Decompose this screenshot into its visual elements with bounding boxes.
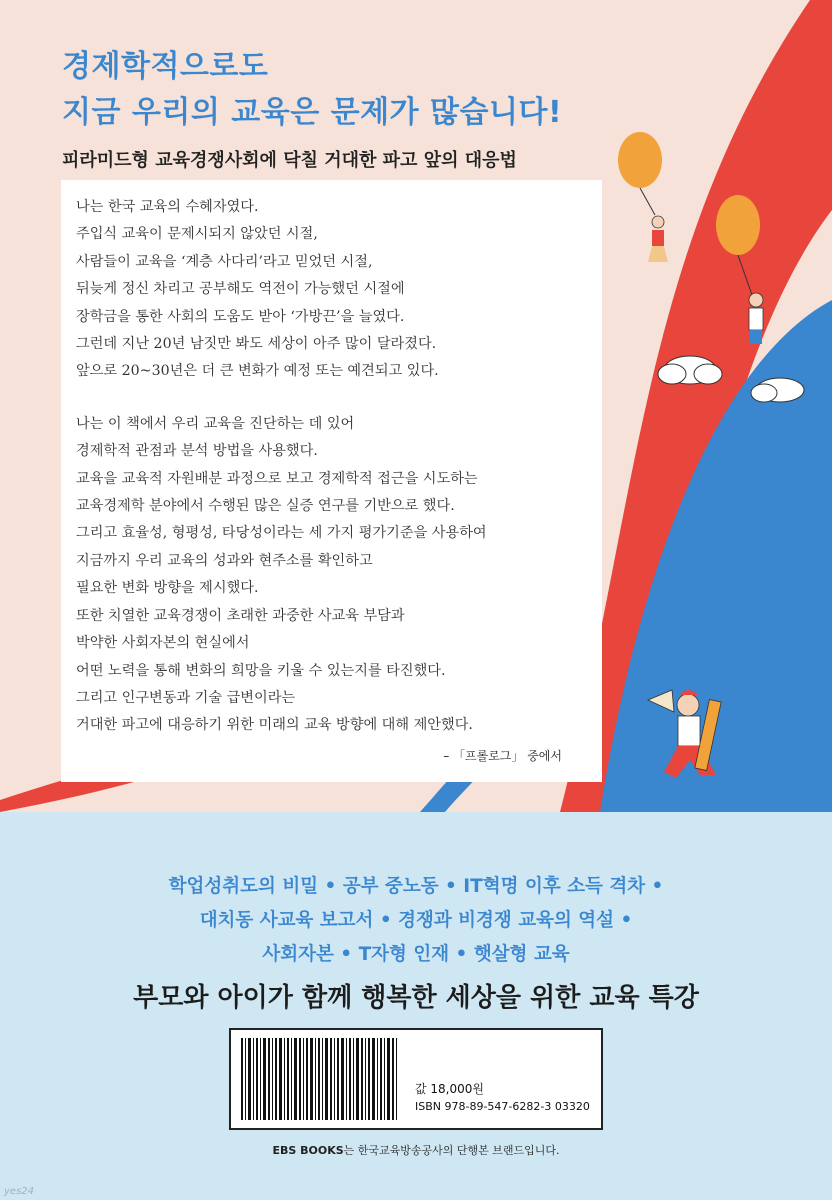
balloon-icon — [618, 132, 668, 262]
body-line: 어떤 노력을 통해 변화의 희망을 키울 수 있는지를 타진했다. — [76, 662, 446, 679]
headline-line-2: 지금 우리의 교육은 문제가 많습니다! — [62, 95, 563, 130]
body-line: 교육을 교육적 자원배분 과정으로 보고 경제학적 접근을 시도하는 — [76, 470, 478, 487]
body-line: 또한 치열한 교육경쟁이 초래한 과중한 사교육 부담과 — [76, 607, 405, 624]
body-line: 그런데 지난 20년 남짓만 봐도 세상이 아주 많이 달라졌다. — [76, 336, 437, 353]
body-line: 박약한 사회자본의 현실에서 — [76, 635, 250, 652]
body-line: 뒤늦게 정신 차리고 공부해도 역전이 가능했던 시절에 — [76, 281, 405, 298]
paragraph-2 — [76, 411, 602, 740]
isbn: ISBN 978-89-547-6282-3 03320 — [415, 1100, 590, 1113]
body-line: 경제학적 관점과 분석 방법을 사용했다. — [76, 443, 318, 460]
body-line: 그리고 효율성, 형평성, 타당성이라는 세 가지 평가기준을 사용하여 — [76, 525, 487, 542]
publisher-note-text: 는 한국교육방송공사의 단행본 브랜드입니다. — [343, 1144, 560, 1157]
tagline: 부모와 아이가 함께 행복한 세상을 위한 교육 특강 — [133, 983, 699, 1013]
prologue-excerpt-box — [61, 180, 602, 782]
watermark: yes24 — [4, 1186, 35, 1197]
publisher-note — [0, 1142, 832, 1158]
body-line: 거대한 파고에 대응하기 위한 미래의 교육 방향에 대해 제안했다. — [76, 717, 473, 734]
keyword-line-2: 대치동 사교육 보고서 • 경쟁과 비경쟁 교육의 역설 • — [199, 910, 633, 931]
paragraph-1 — [76, 194, 602, 386]
body-line: 그리고 인구변동과 기술 급변이라는 — [76, 689, 296, 706]
lower-cover — [0, 812, 832, 1200]
body-line: 나는 이 책에서 우리 교육을 진단하는 데 있어 — [76, 415, 355, 432]
headline-line-1: 경제학적으로도 — [62, 49, 269, 84]
body-line: 사람들이 교육을 ‘계층 사다리’라고 믿었던 시절, — [76, 253, 373, 270]
body-line: 교육경제학 분야에서 수행된 많은 실증 연구를 기반으로 했다. — [76, 498, 455, 515]
excerpt-source: – 「프롤로그」 중에서 — [443, 749, 562, 763]
publisher-brand: EBS BOOKS — [272, 1144, 344, 1157]
body-line: 필요한 변화 방향을 제시했다. — [76, 580, 259, 597]
price: 값 18,000원 — [415, 1082, 484, 1096]
keyword-line-3: 사회자본 • T자형 인재 • 햇살형 교육 — [262, 944, 570, 965]
barcode-icon — [239, 1038, 399, 1120]
subheadline: 피라미드형 교육경쟁사회에 닥칠 거대한 파고 앞의 대응법 — [62, 150, 517, 171]
body-line: 주입식 교육이 문제시되지 않았던 시절, — [76, 226, 318, 243]
body-line: 나는 한국 교육의 수혜자였다. — [76, 199, 259, 215]
barcode-box — [229, 1028, 603, 1130]
body-line: 앞으로 20~30년은 더 큰 변화가 예정 또는 예견되고 있다. — [76, 363, 439, 380]
body-line: 장학금을 통한 사회의 도움도 받아 ‘가방끈’을 늘였다. — [76, 308, 405, 325]
body-line: 지금까지 우리 교육의 성과와 현주소를 확인하고 — [76, 552, 373, 569]
keyword-line-1: 학업성취도의 비밀 • 공부 중노동 • IT혁명 이후 소득 격차 • — [168, 876, 664, 897]
keyword-list — [0, 870, 832, 972]
